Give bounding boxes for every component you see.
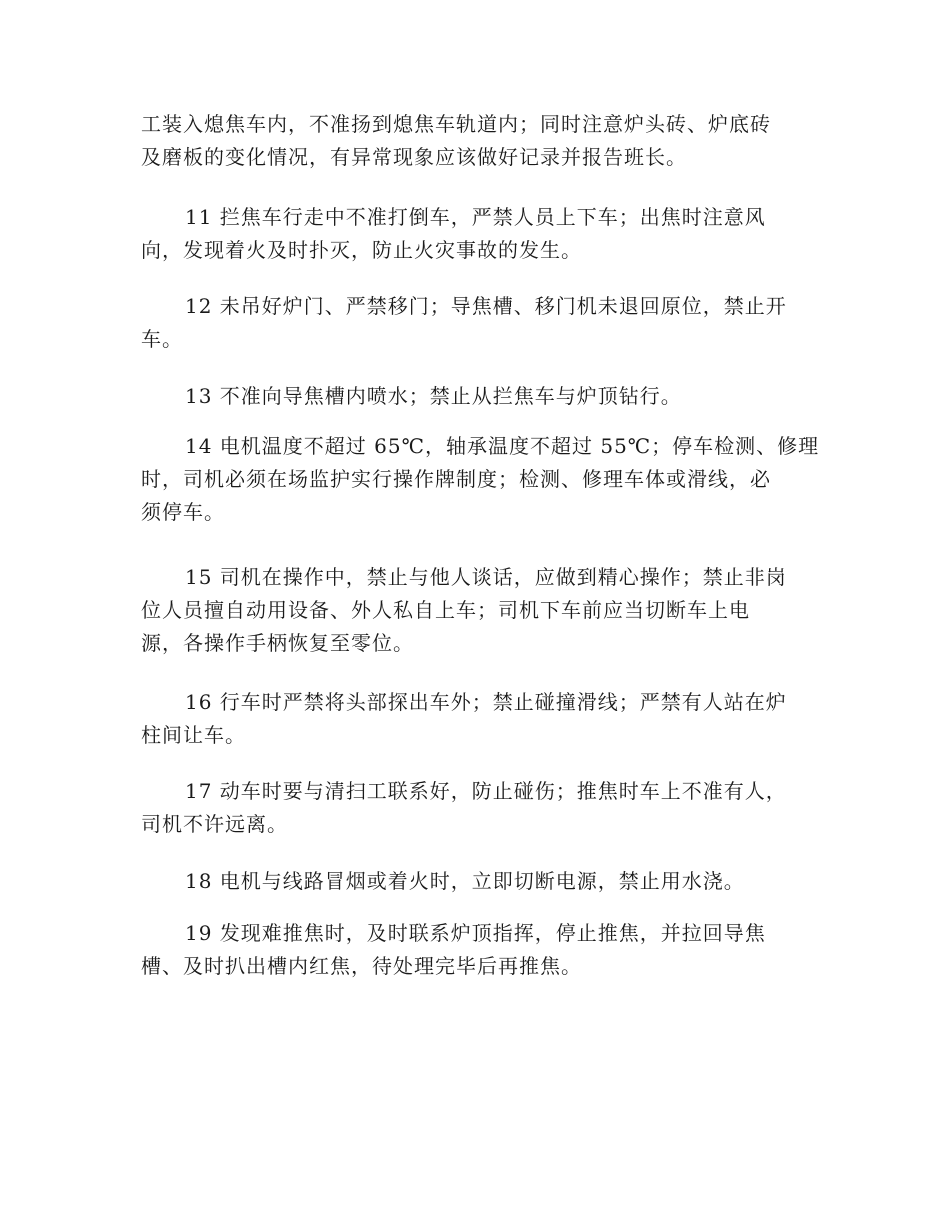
- paragraph-line: 及磨板的变化情况，有异常现象应该做好记录并报告班长。: [141, 145, 687, 169]
- paragraph-item-15: [141, 561, 787, 660]
- paragraph-line: 时，司机必须在场监护实行操作牌制度；检测、修理车体或滑线，必: [141, 467, 771, 491]
- paragraph-item-12: [141, 290, 787, 356]
- paragraph-line: 13 不准向导焦槽内喷水；禁止从拦焦车与炉顶钻行。: [185, 384, 682, 408]
- paragraph-line: 须停车。: [141, 500, 225, 524]
- paragraph-continuation: [141, 108, 771, 174]
- paragraph-line: 向，发现着火及时扑灭，防止火灾事故的发生。: [141, 238, 582, 262]
- paragraph-line: 槽、及时扒出槽内红焦，待处理完毕后再推焦。: [141, 954, 582, 978]
- paragraph-item-14: [141, 430, 819, 529]
- paragraph-line: 12 未吊好炉门、严禁移门；导焦槽、移门机未退回原位，禁止开: [185, 294, 787, 318]
- paragraph-line: 17 动车时要与清扫工联系好，防止碰伤；推焦时车上不准有人，: [185, 779, 787, 803]
- paragraph-item-16: [141, 686, 787, 752]
- paragraph-item-18: [141, 865, 745, 898]
- paragraph-item-13: [141, 380, 682, 413]
- paragraph-line: 11 拦焦车行走中不准打倒车，严禁人员上下车；出焦时注意风: [185, 205, 766, 229]
- paragraph-item-11: [141, 201, 766, 267]
- paragraph-line: 工装入熄焦车内，不准扬到熄焦车轨道内；同时注意炉头砖、炉底砖: [141, 112, 771, 136]
- paragraph-line: 柱间让车。: [141, 723, 246, 747]
- paragraph-line: 车。: [141, 327, 183, 351]
- paragraph-line: 位人员擅自动用设备、外人私自上车；司机下车前应当切断车上电: [141, 598, 750, 622]
- paragraph-line: 18 电机与线路冒烟或着火时，立即切断电源，禁止用水浇。: [185, 869, 745, 893]
- paragraph-line: 14 电机温度不超过 65℃，轴承温度不超过 55℃；停车检测、修理: [185, 434, 820, 458]
- paragraph-item-19: [141, 917, 766, 983]
- paragraph-line: 16 行车时严禁将头部探出车外；禁止碰撞滑线；严禁有人站在炉: [185, 690, 787, 714]
- paragraph-line: 19 发现难推焦时，及时联系炉顶指挥，停止推焦，并拉回导焦: [185, 921, 766, 945]
- paragraph-line: 源，各操作手柄恢复至零位。: [141, 631, 414, 655]
- paragraph-line: 司机不许远离。: [141, 812, 288, 836]
- paragraph-line: 15 司机在操作中，禁止与他人谈话，应做到精心操作；禁止非岗: [185, 565, 787, 589]
- paragraph-item-17: [141, 775, 787, 841]
